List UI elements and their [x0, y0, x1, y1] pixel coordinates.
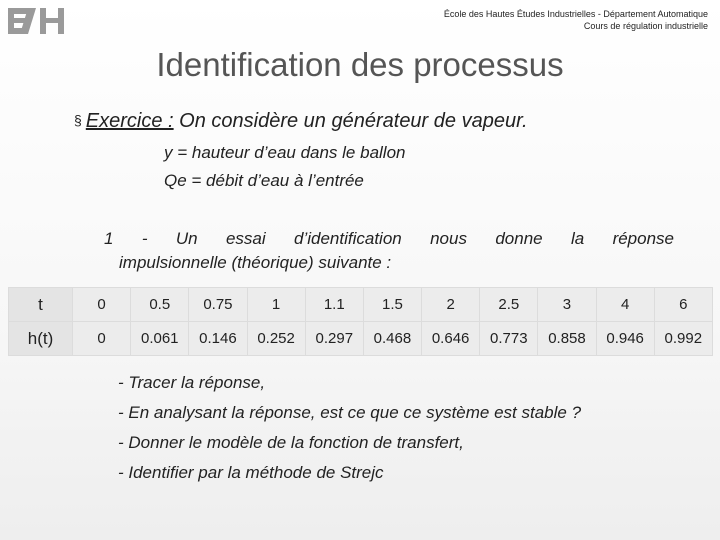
table-cell: 0.061 — [131, 322, 189, 356]
table-row-ht — [9, 322, 713, 356]
table-cell: 0.252 — [247, 322, 305, 356]
table-cell: 0.146 — [189, 322, 247, 356]
row-header-ht: h(t) — [9, 322, 73, 356]
ehei-logo-icon — [6, 6, 66, 36]
table-cell: 0.468 — [363, 322, 421, 356]
impulse-response-table — [8, 287, 713, 356]
task-item: - Identifier par la méthode de Strejc — [118, 463, 384, 482]
question-line-1: 1 - Un essai d’identification nous donne la réponse — [104, 229, 674, 248]
exercise-label: Exercice : — [85, 110, 174, 132]
institution-header — [444, 8, 708, 32]
table-cell: 0.992 — [654, 322, 712, 356]
question-line-2: impulsionnelle (théorique) suivante : — [119, 253, 392, 272]
bullet-icon: § — [74, 112, 82, 128]
table-cell: 0 — [73, 322, 131, 356]
table-cell: 1 — [247, 288, 305, 322]
task-item: - Donner le modèle de la fonction de transfert, — [118, 433, 464, 452]
table-cell: 0.946 — [596, 322, 654, 356]
table-cell: 0.297 — [305, 322, 363, 356]
table-cell: 1.5 — [363, 288, 421, 322]
table-cell: 6 — [654, 288, 712, 322]
page-title: Identification des processus — [156, 46, 564, 83]
table-cell: 4 — [596, 288, 654, 322]
exercise-text: On considère un générateur de vapeur. — [173, 110, 528, 132]
task-item: - En analysant la réponse, est ce que ce système est stable ? — [118, 403, 582, 422]
table-row-t — [9, 288, 713, 322]
table-cell: 0.773 — [480, 322, 538, 356]
header-line-1: École des Hautes Études Industrielles - Département Automatique — [443, 9, 708, 19]
task-item: - Tracer la réponse, — [118, 373, 266, 392]
exercise-statement — [74, 110, 528, 133]
table-cell: 0.858 — [538, 322, 596, 356]
definition-qe: Qe = débit d’eau à l’entrée — [164, 171, 364, 190]
table-cell: 3 — [538, 288, 596, 322]
definition-y: y = hauteur d’eau dans le ballon — [164, 143, 406, 162]
row-header-t: t — [9, 288, 73, 322]
table-cell: 2.5 — [480, 288, 538, 322]
table-cell: 1.1 — [305, 288, 363, 322]
table-cell: 0 — [73, 288, 131, 322]
table-cell: 0.646 — [422, 322, 480, 356]
header-line-2: Cours de régulation industrielle — [583, 21, 708, 31]
task-list — [118, 368, 581, 488]
table-cell: 2 — [422, 288, 480, 322]
table-cell: 0.5 — [131, 288, 189, 322]
table-cell: 0.75 — [189, 288, 247, 322]
